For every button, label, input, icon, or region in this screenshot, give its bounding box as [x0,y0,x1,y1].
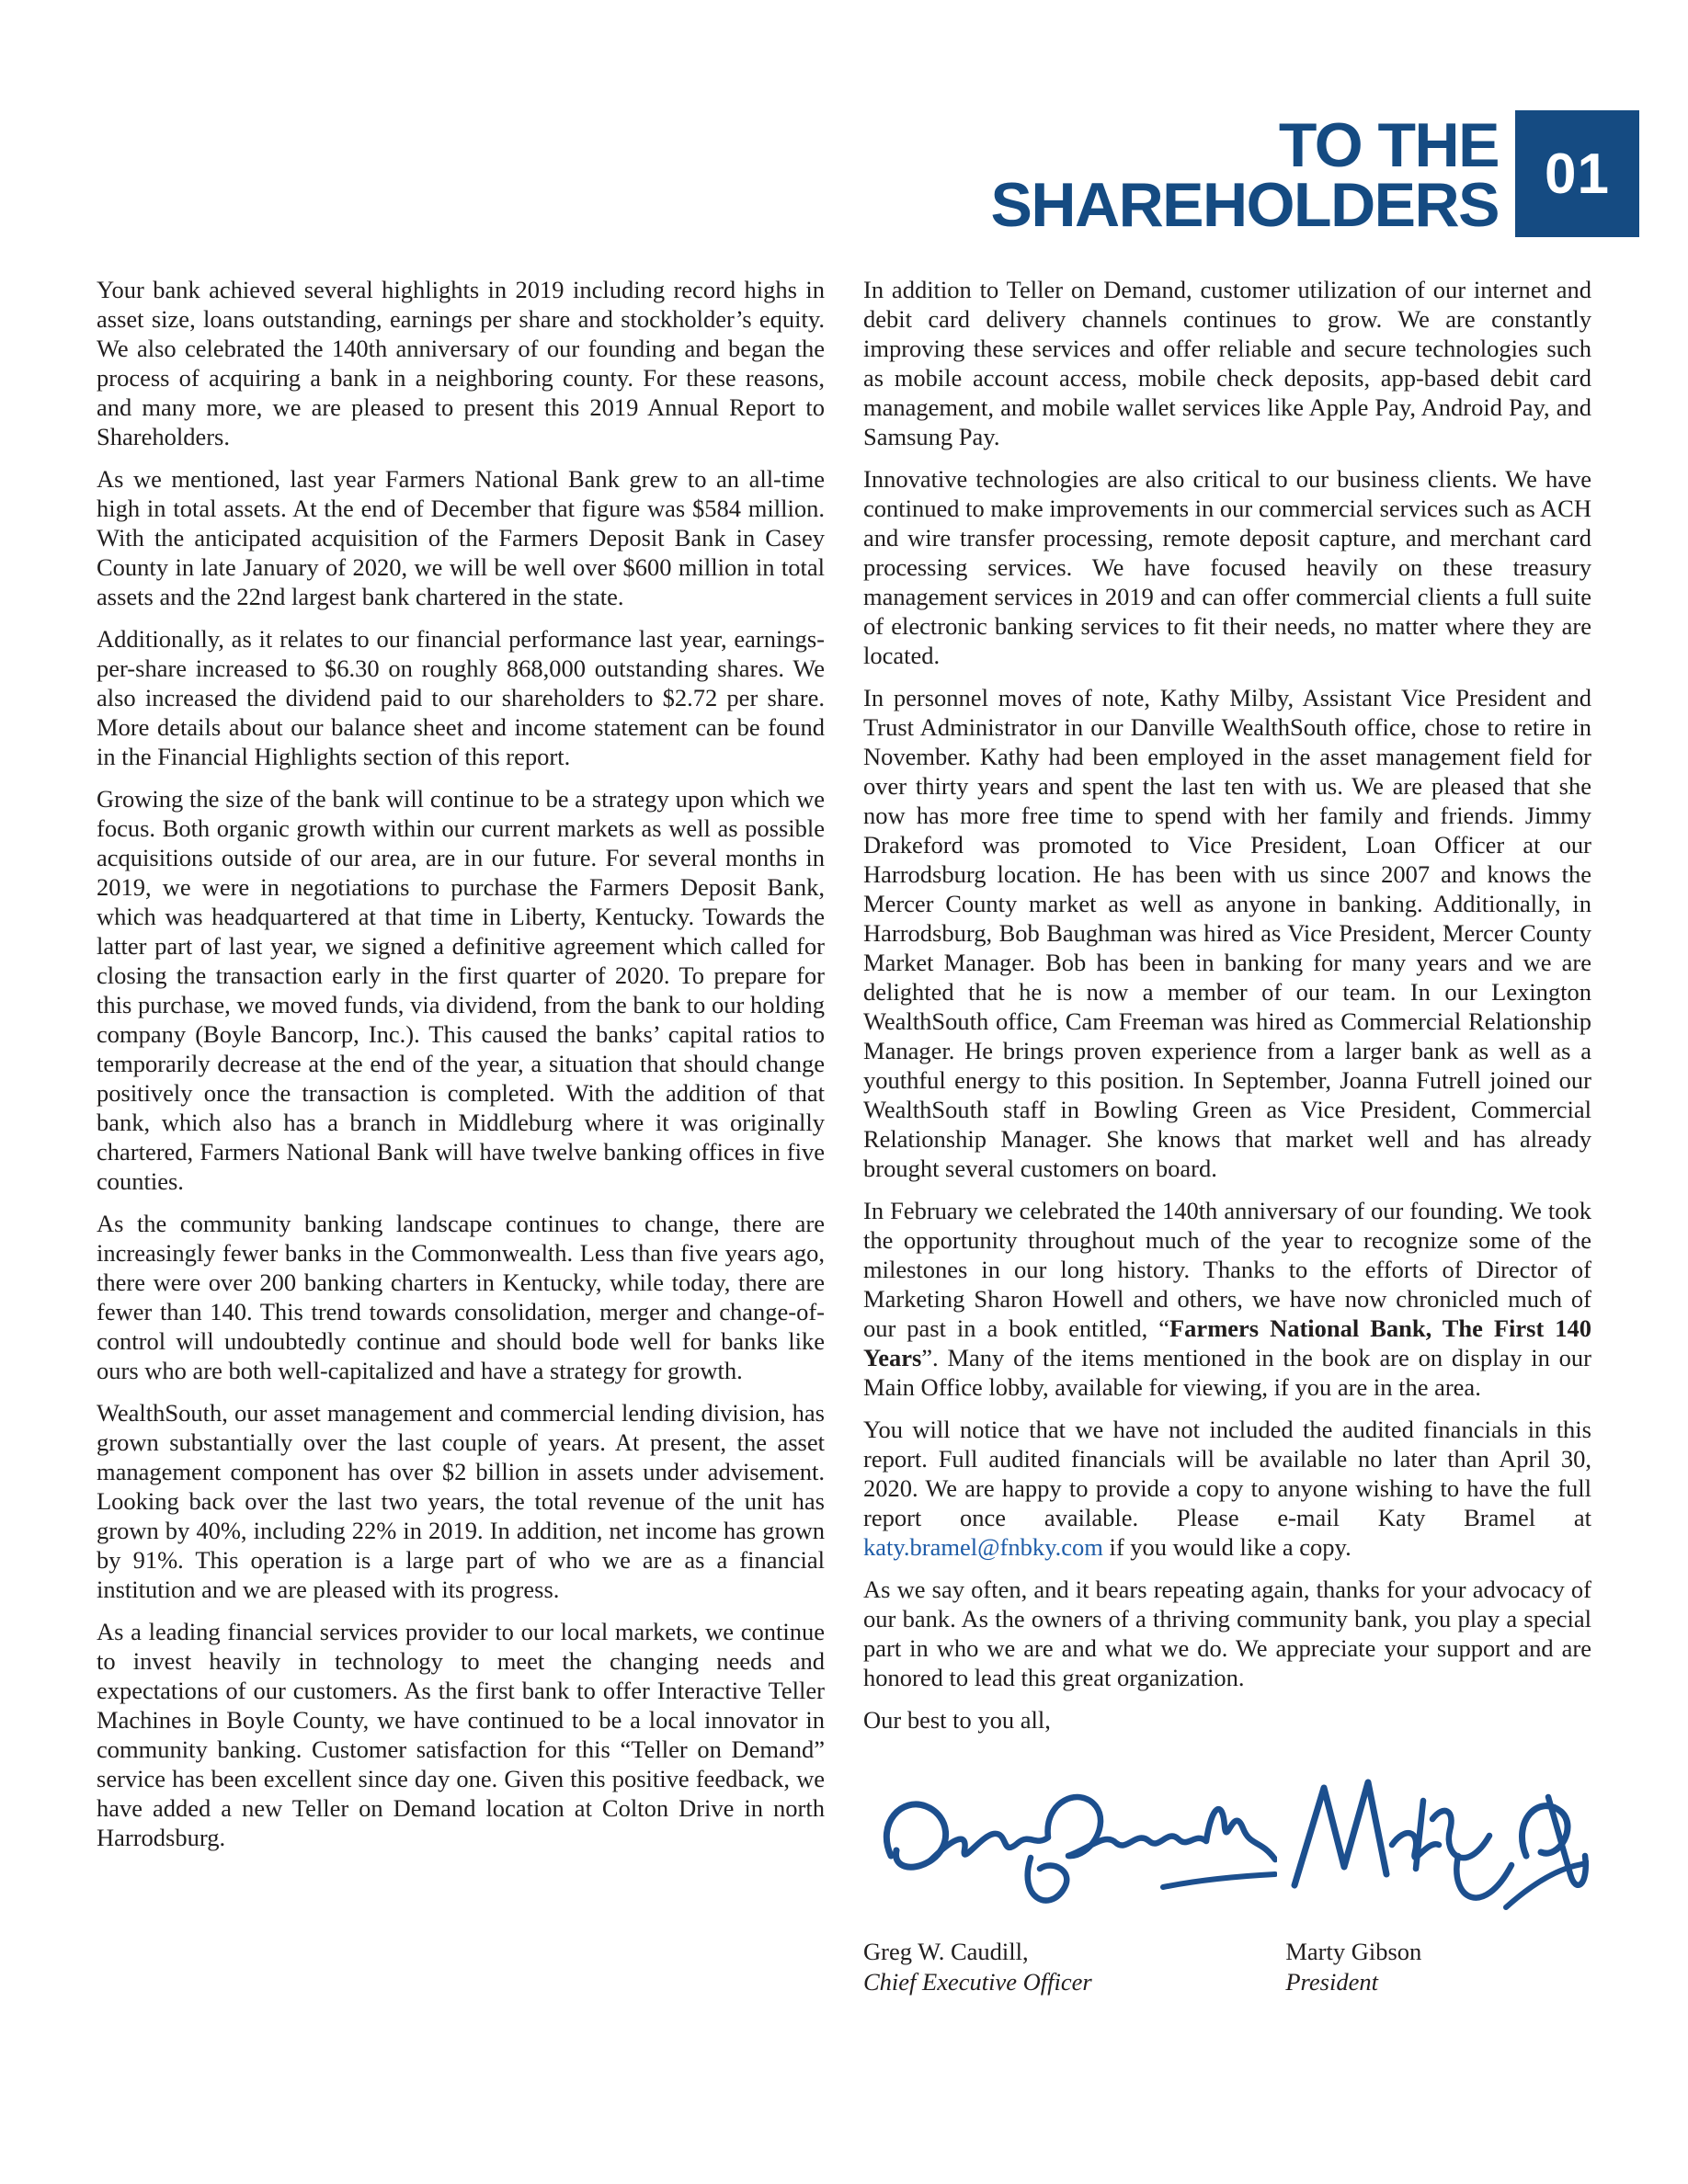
paragraph [863,1196,1591,1402]
paragraph: Additionally, as it relates to our financial performance last year, earnings-per-share increased to $6.30 on roughly 868,000 outstanding shares. We also increased the dividend paid to our shareholders to $2.72 per share. More details about our balance sheet and income statement can be found in the Financial Highlights section of this report. [97,625,825,770]
paragraph: As a leading financial services provider to our local markets, we continue to invest heavily in technology to meet the changing needs and expectations of our customers. As the first bank to offer Interactive Teller Machines in Boyle County, we have continued to be a local innovator in community banking. Customer satisfaction for this “Teller on Demand” service has been excellent since day one. Given this positive feedback, we have added a new Teller on Demand location at Colton Drive in north Harrodsburg. [97,1618,825,1851]
signature-block-president [1285,1747,1591,1997]
paragraph-text: In February we celebrated the 140th anniversary of our founding. We took the opportunity throughout much of the year to recognize some of the milestones in our long history. Thanks to the efforts of Director of Marketing Sharon Howell and others, we have now chronicled much of our past in a book entitled, “ [863,1197,1591,1342]
signer-title: President [1285,1968,1378,1996]
book-title: Farmers National Bank, The First 140 Years [863,1314,1591,1371]
paragraph [863,1415,1591,1562]
paragraph-text: if you would like a copy. [1102,1533,1352,1561]
paragraph: In personnel moves of note, Kathy Milby, Assistant Vice President and Trust Administrator in our Danville WealthSouth office, chose to retire in November. Kathy had been employed in the asset management field for over thirty years and spent the last ten with us. We are pleased that she now has more free time to spend with her family and friends. Jimmy Drakeford was promoted to Vice President, Loan Officer at our Harrodsburg location. He has been with us since 2007 and knows the Mercer County market as well as anyone in banking. Additionally, in Harrodsburg, Bob Baughman was hired as Vice President, Mercer County Market Manager. Bob has been in banking for many years and we are delighted that he is now a member of our team. In our Lexington WealthSouth office, Cam Freeman was hired as Commercial Relationship Manager. He brings proven experience from a larger bank as well as a youthful energy to this position. In September, Joanna Futrell joined our WealthSouth staff in Bowling Green as Vice President, Commercial Relationship Manager. She knows that market well and has already brought several customers on board. [863,684,1591,1182]
page-number: 01 [1545,142,1610,206]
signer-name: Greg W. Caudill, [863,1938,1029,1965]
paragraph: As we mentioned, last year Farmers National Bank grew to an all-time high in total assets. At the end of December that figure was $584 million. With the anticipated acquisition of the Farmers Deposit Bank in Casey County in late January of 2020, we will be well over $600 million in total assets and the 22nd largest bank chartered in the state. [97,465,825,610]
signer-title: Chief Executive Officer [863,1968,1092,1996]
closing-line: Our best to you all, [863,1706,1051,1734]
page-title-line2: SHAREHOLDERS [990,170,1499,240]
left-column [97,275,825,1997]
signature-row [863,1747,1591,1997]
marty-gibson-signature [1285,1747,1589,1922]
page-number-badge [1515,110,1639,237]
letter-body [97,275,1591,1997]
signer-name: Marty Gibson [1285,1938,1422,1965]
paragraph: WealthSouth, our asset management and commercial lending division, has grown substantially over the last couple of years. At present, the asset management component has over $2 billion in assets under advisement. Looking back over the last two years, the total revenue of the unit has grown by 40%, including 22% in 2019. In addition, net income has grown by 91%. This operation is a large part of who we are as a financial institution and we are pleased with its progress. [97,1399,825,1603]
signature-block-ceo [863,1747,1285,1997]
paragraph: As we say often, and it bears repeating again, thanks for your advocacy of our bank. As the owners of a thriving community bank, you play a special part in who we are and what we do. We appreciate your support and are honored to lead this great organization. [863,1575,1591,1691]
paragraph: As the community banking landscape continues to change, there are increasingly fewer banks in the Commonwealth. Less than five years ago, there were over 200 banking charters in Kentucky, while today, there are fewer than 140. This trend towards consolidation, merger and change-of-control will undoubtedly continue and should bode well for banks like ours who are both well-capitalized and have a strategy for growth. [97,1210,825,1384]
paragraph: In addition to Teller on Demand, customer utilization of our internet and debit card delivery channels continues to grow. We are constantly improving these services and offer reliable and secure technologies such as mobile account access, mobile check deposits, app-based debit card management, and mobile wallet services like Apple Pay, Android Pay, and Samsung Pay. [863,276,1591,450]
page-title [990,110,1500,240]
page-title-line1: TO THE [1278,110,1499,180]
right-column [863,275,1591,1997]
paragraph: Your bank achieved several highlights in 2019 including record highs in asset size, loans outstanding, earnings per share and stockholder’s equity. We also celebrated the 140th anniversary of our founding and began the process of acquiring a bank in a neighboring county. For these reasons, and many more, we are pleased to present this 2019 Annual Report to Shareholders. [97,276,825,450]
paragraph-text: ”. Many of the items mentioned in the book are on display in our Main Office lobby, available for viewing, if you are in the area. [863,1344,1591,1401]
paragraph: Growing the size of the bank will continue to be a strategy upon which we focus. Both organic growth within our current markets as well as possible acquisitions outside of our area, are in our future. For several months in 2019, we were in negotiations to purchase the Farmers Deposit Bank, which was headquartered at that time in Liberty, Kentucky. Towards the latter part of last year, we signed a definitive agreement which called for closing the transaction early in the first quarter of 2020. To prepare for this purchase, we moved funds, via dividend, from the bank to our holding company (Boyle Bancorp, Inc.). This caused the banks’ capital ratios to temporarily decrease at the end of the year, a situation that should change positively once the transaction is completed. With the addition of that bank, which also has a branch in Middleburg where it was originally chartered, Farmers National Bank will have twelve banking offices in five counties. [97,785,825,1195]
paragraph: Innovative technologies are also critical to our business clients. We have continued to make improvements in our commercial services such as ACH and wire transfer processing, remote deposit capture, and merchant card processing services. We have focused heavily on these treasury management services in 2019 and can offer commercial clients a full suite of electronic banking services to fit their needs, no matter where they are located. [863,465,1591,669]
paragraph-text: You will notice that we have not included the audited financials in this report. Full audited financials will be available no later than April 30, 2020. We are happy to provide a copy to anyone wishing to have the full report once available. Please e-mail Katy Bramel at [863,1416,1591,1531]
greg-caudill-signature [863,1747,1277,1922]
email-link[interactable]: katy.bramel@fnbky.com [863,1533,1103,1561]
